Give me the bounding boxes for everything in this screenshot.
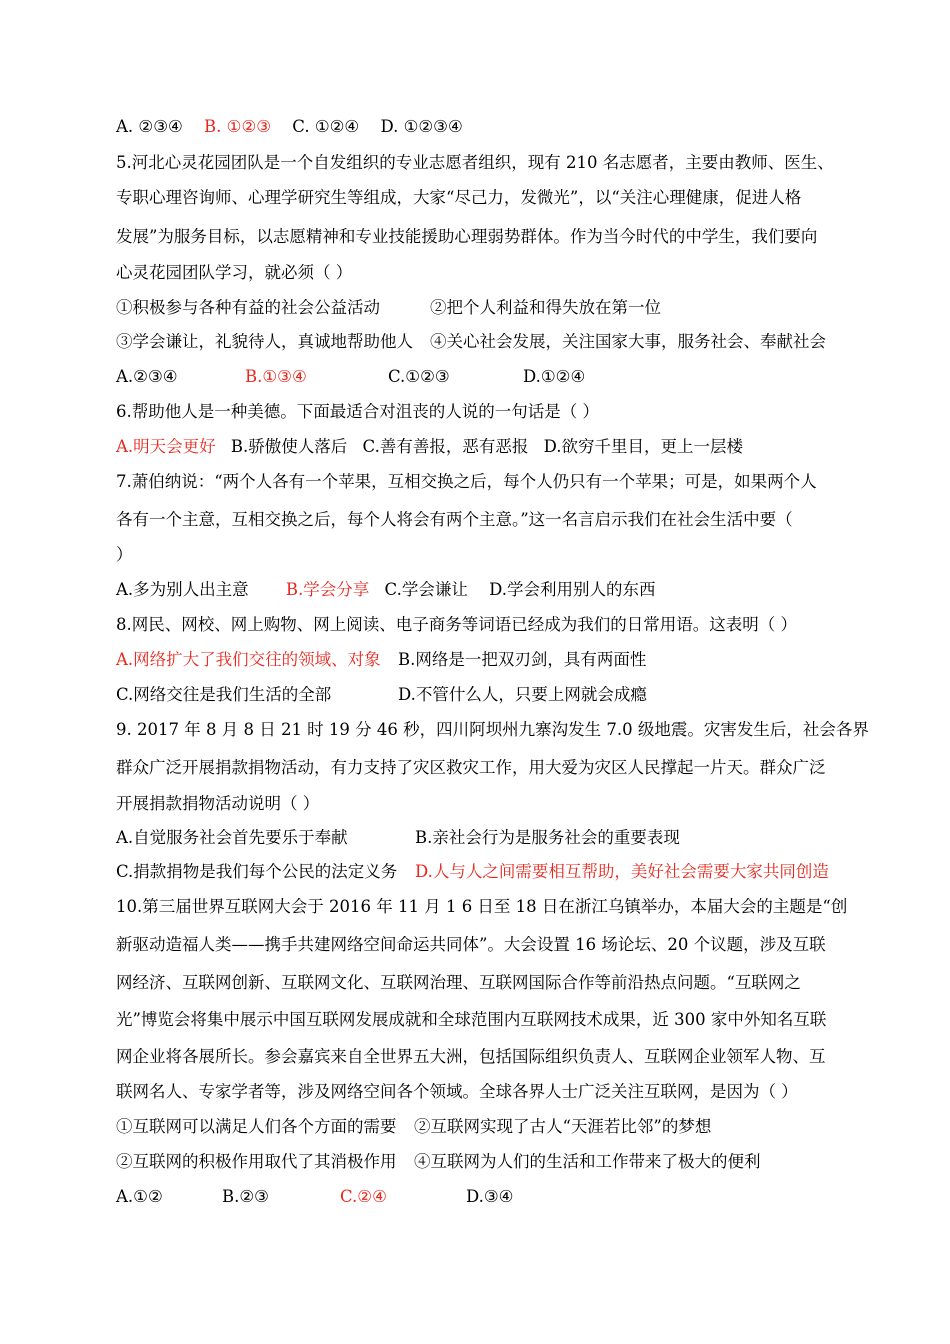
q7-option-a: A.多为别人出主意 (116, 580, 249, 599)
q4-options (116, 117, 463, 137)
q7-option-d: D.学会利用别人的东西 (489, 580, 656, 599)
q10-stem-line-5: 网企业将各展所长。参会嘉宾来自全世界五大洲，包括国际组织负责人、互联网企业领军人物、互 (116, 1047, 826, 1066)
q6-stem: 6.帮助他人是一种美德。下面最适合对沮丧的人说的一句话是（ ） (116, 402, 599, 421)
q5-option-b-answer: B.①③④ (245, 367, 307, 386)
q10-stem-line-1: 10.第三届世界互联网大会于 2016 年 11 月 1 6 日至 18 日在浙江乌镇举办，本届大会的主题是“创 (116, 897, 848, 916)
q5-stem-line-2: 专职心理咨询师、心理学研究生等组成，大家“尽己力，发微光”，以“关注心理健康，促进人格 (116, 188, 802, 207)
q6-option-a-answer: A.明天会更好 (116, 437, 216, 456)
q5-stem-line-1: 5.河北心灵花园团队是一个自发组织的专业志愿者组织，现有 210 名志愿者，主要由教师、医生、 (116, 153, 834, 172)
q10-statement-4: ④互联网为人们的生活和工作带来了极大的便利 (414, 1152, 761, 1171)
q10-statement-3: ②互联网的积极作用取代了其消极作用 (116, 1152, 397, 1171)
q6-option-c: C.善有善报，恶有恶报 (362, 437, 529, 456)
q10-statement-1: ①互联网可以满足人们各个方面的需要 (116, 1117, 397, 1136)
q7-option-c: C.学会谦让 (384, 580, 468, 599)
q10-option-d: D.③④ (466, 1187, 514, 1206)
q10-option-c-answer: C.②④ (340, 1187, 387, 1206)
q4-option-b-answer: B. ①②③ (204, 117, 272, 136)
q8-option-a-answer: A.网络扩大了我们交往的领域、对象 (116, 650, 381, 669)
q7-stem-line-1: 7.萧伯纳说：“两个人各有一个苹果，互相交换之后，每个人仍只有一个苹果；可是，如果两个人 (116, 472, 817, 491)
q5-statement-1: ①积极参与各种有益的社会公益活动 (116, 298, 380, 317)
q10-statement-2: ②互联网实现了古人“天涯若比邻”的梦想 (414, 1117, 712, 1136)
q10-option-b: B.②③ (222, 1187, 269, 1206)
q7-option-b-answer: B.学会分享 (285, 580, 370, 599)
q5-statement-3: ③学会谦让，礼貌待人，真诚地帮助他人 (116, 332, 413, 351)
q7-options (116, 580, 655, 600)
q5-stem-line-3: 发展”为服务目标，以志愿精神和专业技能援助心理弱势群体。作为当今时代的中学生，我们要向 (116, 227, 818, 246)
q9-stem-line-3: 开展捐款捐物活动说明（ ） (116, 794, 320, 813)
q4-option-d: D. ①②③④ (380, 117, 463, 136)
q5-stem-line-4: 心灵花园团队学习，就必须（ ） (116, 263, 353, 282)
q5-statement-2: ②把个人利益和得失放在第一位 (430, 298, 661, 317)
q6-option-d: D.欲穷千里目，更上一层楼 (543, 437, 743, 456)
q8-option-d: D.不管什么人，只要上网就会成瘾 (398, 685, 647, 704)
q10-stem-line-4: 光”博览会将集中展示中国互联网发展成就和全球范围内互联网技术成果，近 300 家中外知名互联 (116, 1010, 827, 1029)
q5-option-a: A.②③④ (116, 367, 178, 386)
q9-stem-line-2: 群众广泛开展捐款捐物活动，有力支持了灾区救灾工作，用大爱为灾区人民撑起一片天。群众广泛 (116, 758, 826, 777)
q9-option-a: A.自觉服务社会首先要乐于奉献 (116, 828, 348, 847)
q7-stem-line-3: ） (116, 545, 133, 564)
q9-option-c: C.捐款捐物是我们每个公民的法定义务 (116, 862, 398, 881)
q4-option-a: A. ②③④ (116, 117, 183, 136)
q6-options (116, 437, 743, 457)
q10-stem-line-2: 新驱动造福人类——携手共建网络空间命运共同体”。大会设置 16 场论坛、20 个议题，涉及互联 (116, 935, 826, 954)
q4-option-c: C. ①②④ (292, 117, 360, 136)
q8-stem: 8.网民、网校、网上购物、网上阅读、电子商务等词语已经成为我们的日常用语。这表明（ ） (116, 615, 797, 634)
q5-option-c: C.①②③ (388, 367, 450, 386)
q7-stem-line-2: 各有一个主意，互相交换之后，每个人将会有两个主意。”这一名言启示我们在社会生活中要（ (116, 510, 793, 529)
q8-option-c: C.网络交往是我们生活的全部 (116, 685, 332, 704)
q9-stem-line-1: 9. 2017 年 8 月 8 日 21 时 19 分 46 秒，四川阿坝州九寨沟发生 7.0 级地震。灾害发生后，社会各界 (116, 720, 869, 739)
q8-option-b: B.网络是一把双刃剑，具有两面性 (398, 650, 647, 669)
q9-option-d-answer: D.人与人之间需要相互帮助，美好社会需要大家共同创造 (415, 862, 829, 881)
q10-option-a: A.①② (116, 1187, 163, 1206)
q5-statement-4: ④关心社会发展，关注国家大事，服务社会、奉献社会 (430, 332, 826, 351)
q10-stem-line-3: 网经济、互联网创新、互联网文化、互联网治理、互联网国际合作等前沿热点问题。“互联网之 (116, 973, 801, 992)
q6-option-b: B.骄傲使人落后 (230, 437, 348, 456)
q9-option-b: B.亲社会行为是服务社会的重要表现 (415, 828, 680, 847)
q10-stem-line-6: 联网名人、专家学者等，涉及网络空间各个领域。全球各界人士广泛关注互联网，是因为（ ） (116, 1082, 798, 1101)
q5-option-d: D.①②④ (523, 367, 586, 386)
